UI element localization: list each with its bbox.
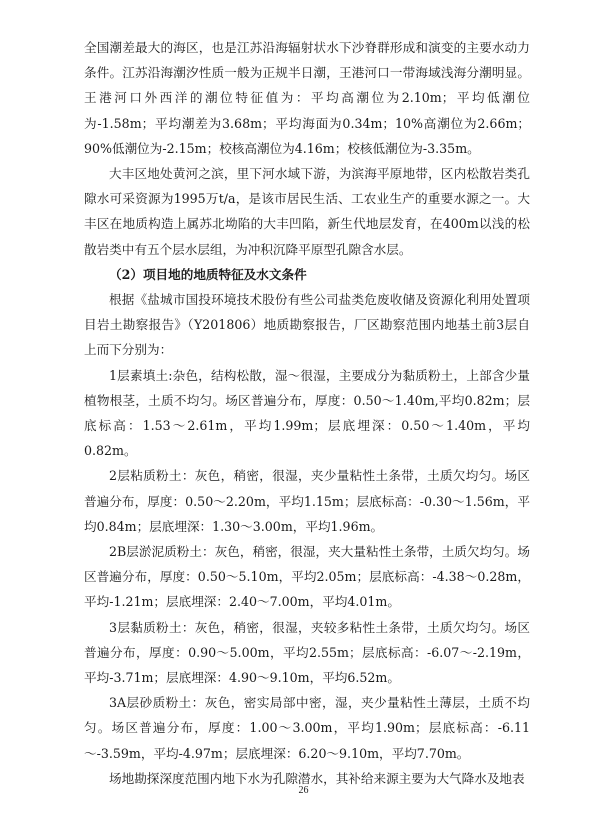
paragraph-layer-3: 3层黏质粉土：灰色，稍密，很湿，夹较多粘性土条带，土质欠均匀。场区普遍分布，厚度：0.90～5.00m，平均2.55m；层底标高：-6.07～-2.19m，平均-3.71m；层底埋深：4.90～9.10m，平均6.52m。 — [84, 619, 530, 686]
paragraph-layer-1: 1层素填土:杂色，结构松散，湿～很湿，主要成分为黏质粉土，上部含少量植物根茎，土质不均匀。场区普遍分布，厚度：0.50～1.40m,平均0.82m；层底标高：1.53～2.61m，平均1.99m；层底埋深：0.50～1.40m，平均0.82m。 — [84, 367, 530, 459]
section-heading: （2）项目地的地质特征及水文条件 — [109, 266, 307, 282]
page-number: 26 — [298, 785, 309, 796]
paragraph-tidal-characteristics: 全国潮差最大的海区，也是江苏沿海辐射状水下沙脊群形成和演变的主要水动力条件。江苏沿海潮汐性质一般为正规半日潮，王港河口一带海域浅海分潮明显。王港河口外西洋的潮位特征值为：平均高潮位为2.10m；平均低潮位为-1.58m；平均潮差为3.68m；平均海面为0.34m；10%高潮位为2.66m；90%低潮位为-2.15m；校核高潮位为4.16m；校核低潮位为-3.35m。 — [84, 40, 530, 156]
paragraph-groundwater: 场地勘探深度范围内地下水为孔隙潜水，其补给来源主要为大气降水及地表 — [109, 770, 525, 786]
paragraph-layer-2: 2层粘质粉土：灰色，稍密，很湿，夹少量粘性土条带，土质欠均匀。场区普遍分布，厚度：0.50～2.20m，平均1.15m；层底标高：-0.30～1.56m，平均0.84m；层底埋深：1.30～3.00m，平均1.96m。 — [84, 468, 530, 534]
paragraph-dafeng-hydrogeology: 大丰区地处黄河之滨，里下河水域下游，为滨海平原地带，区内松散岩类孔隙水可采资源为1995万t/a，是该市居民生活、工农业生产的重要水源之一。大丰区在地质构造上属苏北坳陷的大丰凹陷，新生代地层发育，在400m以浅的松散岩类中有五个层水层组，为冲积沉降平原型孔隙含水层。 — [84, 166, 530, 257]
paragraph-layer-3a: 3A层砂质粉土：灰色，密实局部中密，湿，夹少量粘性土薄层，土质不均匀。场区普遍分布，厚度：1.00～3.00m，平均1.90m；层底标高：-6.11～-3.59m，平均-4.97m；层底埋深：6.20～9.10m，平均7.70m。 — [84, 695, 530, 761]
paragraph-layer-2b: 2B层淤泥质粉土：灰色，稍密，很湿，夹大量粘性土条带，土质欠均匀。场区普遍分布，厚度：0.50～5.10m，平均2.05m；层底标高：-4.38～0.28m，平均-1.21m；层底埋深：2.40～7.00m，平均4.01m。 — [84, 544, 530, 610]
body-text — [84, 35, 530, 791]
paragraph-survey-report: 根据《盐城市国投环境技术股份有些公司盐类危废收储及资源化利用处置项目岩土勘察报告》（Y201806）地质勘察报告，厂区勘察范围内地基土前3层自上而下分别为： — [84, 292, 530, 358]
